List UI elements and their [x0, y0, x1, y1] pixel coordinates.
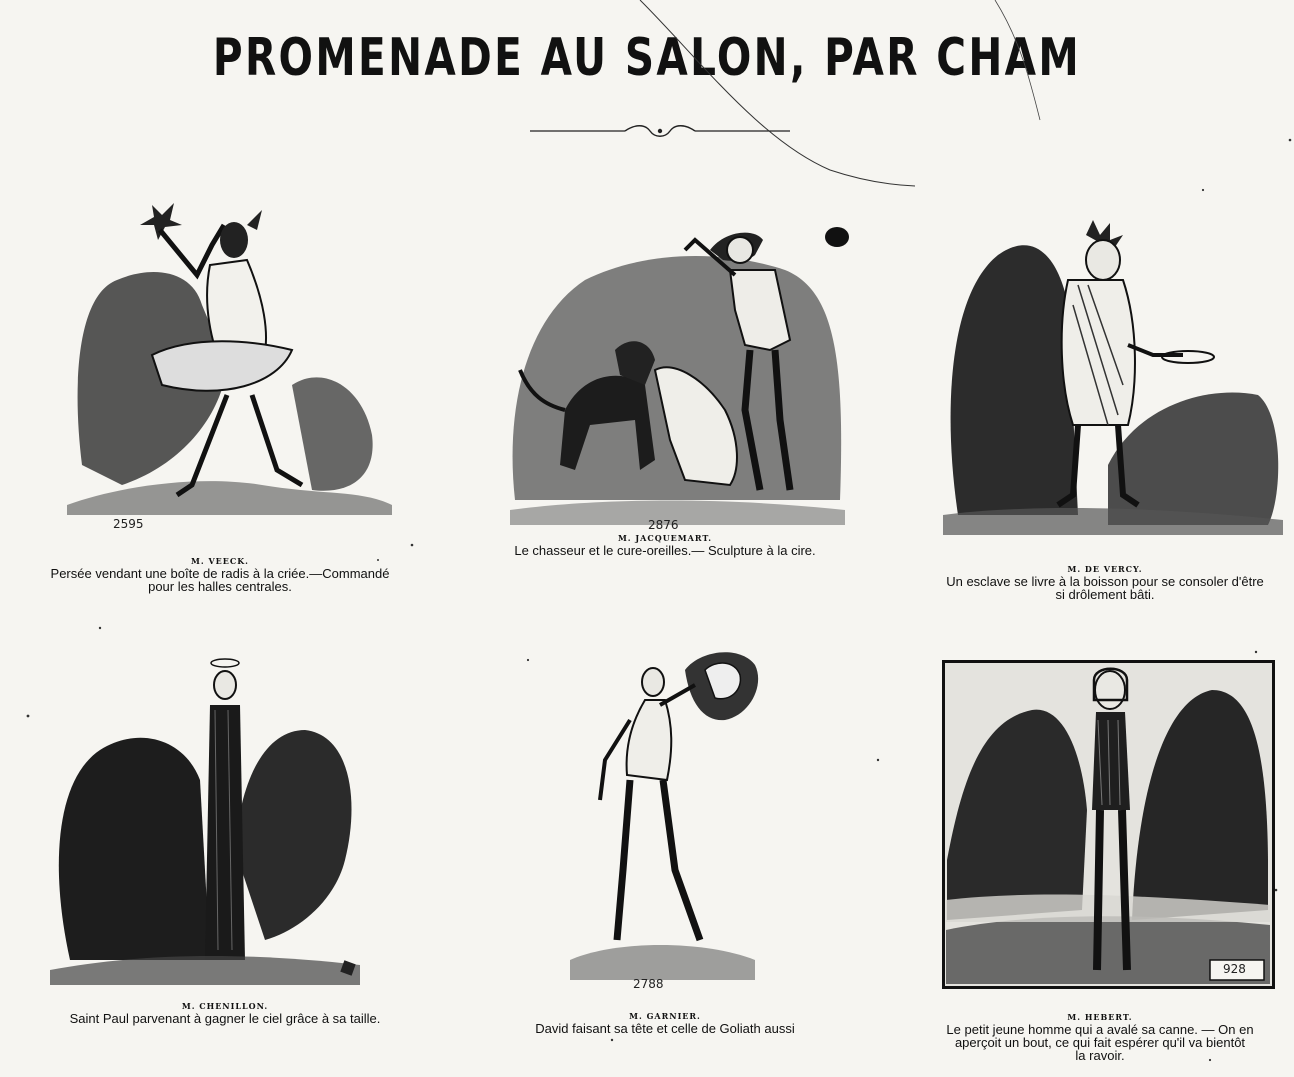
caption-line: si drôlement bâti. [1055, 587, 1155, 602]
caption-line: Persée vendant une boîte de radis à la criée.—Commandé [50, 566, 390, 581]
caption-de-vercy [915, 564, 1294, 601]
artist-name: M. JACQUEMART. [617, 533, 713, 543]
catalogue-number: 2788 [633, 977, 664, 991]
artist-name: M. GARNIER. [629, 1011, 701, 1021]
catalogue-number: 928 [1223, 962, 1246, 976]
artist-name: M. DE VERCY. [1067, 564, 1143, 574]
catalogue-number: 2595 [113, 517, 144, 531]
illustration-chenillon [50, 650, 370, 990]
caption-line: Un esclave se livre à la boisson pour se consoler d'être [946, 574, 1264, 589]
caption-line: David faisant sa tête et celle de Goliath aussi [535, 1021, 795, 1036]
caption-jacquemart [470, 533, 860, 557]
illustration-veeck [62, 185, 407, 530]
caption-line: aperçoit un bout, ce qui fait espérer qu'il va bientôt [954, 1035, 1246, 1050]
caption-hebert [905, 1012, 1294, 1062]
caption-line: la ravoir. [1075, 1048, 1125, 1063]
catalogue-number: 2876 [648, 518, 679, 532]
artist-name: M. CHENILLON. [181, 1001, 269, 1011]
caption-veeck [25, 556, 415, 593]
caption-line: Le chasseur et le cure-oreilles.— Sculpture à la cire. [514, 543, 816, 558]
page-title: PROMENADE AU SALON, PAR CHAM [212, 28, 1082, 88]
artist-name: M. HEBERT. [1067, 1012, 1133, 1022]
caption-line: Le petit jeune homme qui a avalé sa canne. — On en [946, 1022, 1254, 1037]
caption-garnier [475, 1011, 855, 1035]
caption-chenillon [25, 1001, 425, 1025]
illustration-hebert [942, 660, 1276, 990]
illustration-de-vercy [938, 215, 1288, 540]
caption-line: pour les halles centrales. [148, 579, 292, 594]
illustration-jacquemart [505, 210, 850, 530]
artist-name: M. VEECK. [191, 556, 249, 566]
caption-line: Saint Paul parvenant à gagner le ciel grâce à sa taille. [69, 1011, 381, 1026]
illustration-garnier [555, 640, 775, 990]
